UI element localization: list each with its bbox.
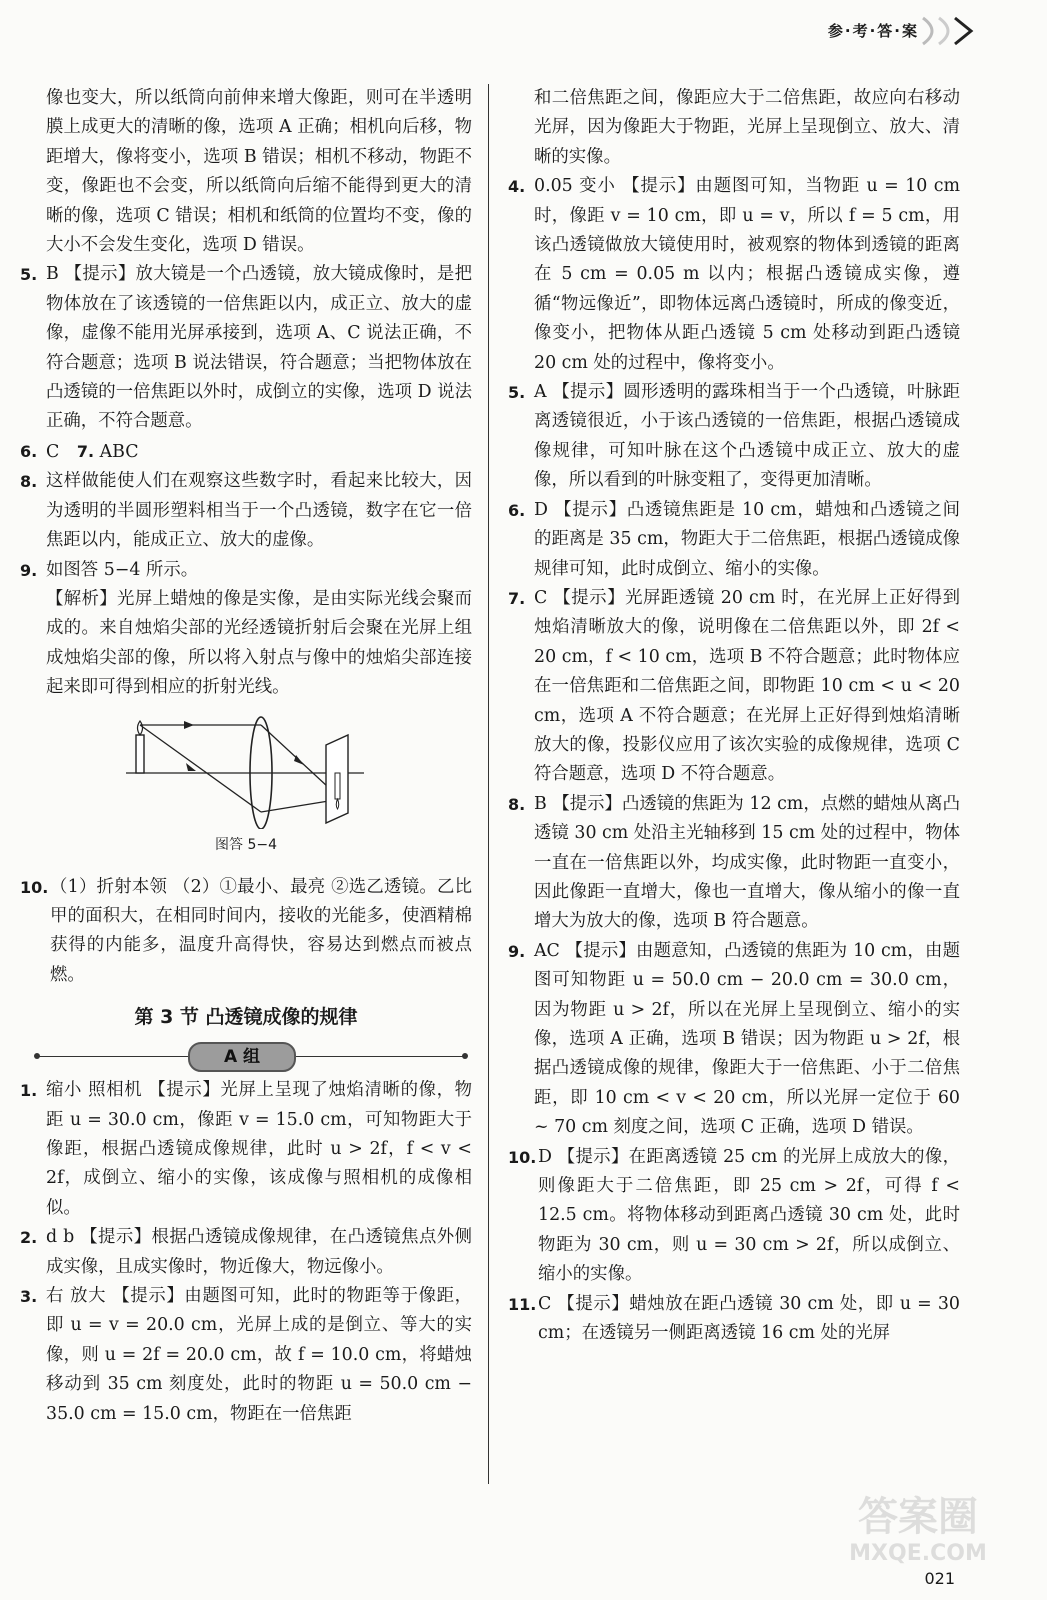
item-text: 0.05 变小 【提示】由题图可知，当物距 u = 10 cm 时，像距 v = 10 cm，即 u = v，所以 f = 5 cm，用该凸透镜做放大镜使用时，被观察的物体到透镜的距离在 5 cm = 0.05 m 以内；根据凸透镜成实像，遵循“物远像近”，即物体远离凸透镜时，所成的像变近，像变小，把物体从距凸透镜 5 cm 处移动到距凸透镜 20 cm 处的过程中，像将变小。	[534, 176, 960, 373]
item-number: 11.	[508, 1294, 537, 1314]
continued-text: 和二倍焦距之间，像距应大于二倍焦距，故应向右移动光屏，因为像距大于物距，光屏上呈现倒立、放大、清晰的实像。	[534, 88, 960, 167]
item-number: 10.	[508, 1147, 537, 1167]
item-text: （1）折射本领 （2）①最小、最亮 ②选乙透镜。乙比甲的面积大，在相同时间内，接收的光能多，使酒精棉获得的内能多，温度升高得快，容易达到燃点而被点燃。	[50, 876, 472, 985]
answer-item	[20, 467, 472, 555]
answer-item	[20, 437, 472, 467]
item-text: 这样做能使人们在观察这些数字时，看起来比较大，因为透明的半圆形塑料相当于一个凸透镜，数字在它一倍焦距以内，能成正立、放大的虚像。	[46, 471, 472, 551]
watermark-text: 答案圈	[858, 1494, 978, 1540]
item-text: 缩小 照相机 【提示】光屏上呈现了烛焰清晰的像，物距 u = 30.0 cm，像距 v = 15.0 cm，可知物距大于像距，根据凸透镜成像规律，此时 u > 2f，f < v < 2f，成倒立、缩小的实像，该成像与照相机的成像相似。	[46, 1080, 472, 1218]
item-text: C 【提示】蜡烛放在距凸透镜 30 cm 处，即 u = 30 cm；在透镜另一侧距离透镜 16 cm 处的光屏	[538, 1293, 960, 1344]
item-text: B 【提示】放大镜是一个凸透镜，放大镜成像时，是把物体放在了该透镜的一倍焦距以内，成正立、放大的虚像，虚像不能用光屏承接到，选项 A、C 说法正确，不符合题意；选项 B 说法错误，符合题意；当把物体放在凸透镜的一倍焦距以外时，成倒立的实像，选项 D 说法正确，不符合题意。	[46, 264, 472, 432]
answer-item	[508, 584, 960, 790]
item-text: d b 【提示】根据凸透镜成像规律，在凸透镜焦点外侧成实像，且成实像时，物近像大，物远像小。	[46, 1227, 472, 1277]
answer-item	[20, 260, 472, 436]
watermark-logo	[813, 1486, 1023, 1566]
page-number: 021	[924, 1569, 955, 1588]
item-text: C 【提示】光屏距透镜 20 cm 时，在光屏上正好得到烛焰清晰放大的像，说明像在二倍焦距以外，即 2f < 20 cm，f < 10 cm，选项 B 不符合题意；此时物体应在一倍焦距和二倍焦距之间，即物距 10 cm < u < 20 cm，选项 A 不符合题意；在光屏上正好得到烛焰清晰放大的像，投影仪应用了该次实验的成像规律，选项 C 符合题意，选项 D 不符合题意。	[534, 587, 960, 785]
chevron-right-icon	[919, 14, 977, 48]
item-number: 7.	[76, 441, 95, 461]
item-text: B 【提示】凸透镜的焦距为 12 cm，点燃的蜡烛从离凸透镜 30 cm 处沿主光轴移到 15 cm 处的过程中，物体一直在一倍焦距以外，均成实像，此时物距一直变小，因此像距一直增大，像也一直增大，像从缩小的像一直增大为放大的像，选项 B 符合题意。	[534, 793, 960, 932]
item-number: 3.	[20, 1287, 38, 1306]
answer-item	[508, 172, 960, 378]
item-text: A 【提示】圆形透明的露珠相当于一个凸透镜，叶脉距离透镜很近，小于该凸透镜的一倍焦距，根据凸透镜成像规律，可知叶脉在这个凸透镜中成正立、放大的虚像，所以看到的叶脉变粗了，变得更加清晰。	[534, 382, 960, 491]
item-number: 6.	[508, 500, 526, 520]
ray-diagram	[126, 713, 366, 829]
item-number: 5.	[20, 265, 38, 285]
analysis-text: 【解析】光屏上蜡烛的像是实像，是由实际光线会聚而成的。来自烛焰尖部的光经透镜折射后会聚在光屏上组成烛焰尖部的像，所以将入射点与像中的烛焰尖部连接起来即可得到相应的折射光线。	[46, 588, 472, 698]
answer-item	[508, 790, 960, 937]
item-text: AC 【提示】由题意知，凸透镜的焦距为 10 cm，由题图可知物距 u = 50.0 cm − 20.0 cm = 30.0 cm，因为物距 u > 2f，所以在光屏上呈现倒立、缩小的实像，选项 A 正确，选项 B 错误；因为物距 u > 2f，根据凸透镜成像的规律，像距大于一倍焦距、小于二倍焦距，即 10 cm < v < 20 cm，所以光屏一定位于 60 ~ 70 cm 刻度之间，选项 C 正确，选项 D 错误。	[534, 940, 960, 1138]
item-text: 如图答 5−4 所示。	[46, 559, 199, 580]
continued-text: 像也变大，所以纸筒向前伸来增大像距，则可在半透明膜上成更大的清晰的像，选项 A 正确；相机向后移，物距增大，像将变小，选项 B 错误；相机不移动，物距不变，像距也不会变，所以纸筒向后缩不能得到更大的清晰的像，选项 C 错误；相机和纸筒的位置均不变，像的大小不会发生变化，选项 D 错误。	[46, 88, 472, 256]
item-number: 2.	[20, 1228, 38, 1248]
item-number: 1.	[20, 1081, 38, 1101]
banner-dot	[462, 1053, 468, 1059]
answer-item	[508, 378, 960, 496]
item-number: 4.	[508, 177, 526, 197]
answer-item	[508, 937, 960, 1143]
item-text: D 【提示】凸透镜焦距是 10 cm，蜡烛和凸透镜之间的距离是 35 cm，物距大于二倍焦距，根据凸透镜成像规律可知，此时成倒立、缩小的实像。	[534, 499, 960, 579]
item-number: 10.	[20, 877, 49, 897]
answer-item	[20, 556, 472, 585]
item-number: 8.	[508, 794, 526, 814]
item-text: 右 放大 【提示】由题图可知，此时的物距等于像距，即 u = v = 20.0 cm，光屏上成的是倒立、等大的实像，则 u = 2f = 20.0 cm，故 f = 10.0 cm，将蜡烛移动到 35 cm 刻度处，此时的物距 u = 50.0 cm − 35.0 cm = 15.0 cm，物距在一倍焦距	[46, 1286, 472, 1424]
lens-ray-figure	[20, 707, 472, 873]
group-label: A 组	[188, 1042, 296, 1072]
header-label: 参·考·答·案	[827, 22, 919, 40]
item-number: 6.	[20, 441, 38, 461]
right-column	[508, 84, 960, 1348]
item-number: 7.	[508, 588, 526, 608]
figure-caption: 图答 5−4	[215, 836, 277, 853]
item-text: C	[46, 441, 60, 462]
answer-item	[508, 496, 960, 584]
item-number: 8.	[20, 472, 38, 492]
answer-item	[20, 1282, 472, 1429]
answer-item	[20, 1223, 472, 1282]
watermark-subtext: MXQE.COM	[849, 1541, 987, 1566]
answer-item	[508, 1143, 960, 1290]
answer-item	[20, 873, 472, 991]
group-banner	[20, 1036, 472, 1076]
left-column	[20, 84, 472, 1429]
item-number: 5.	[508, 383, 526, 403]
item-number: 9.	[508, 941, 526, 961]
answer-item	[20, 1076, 472, 1223]
column-divider	[488, 84, 489, 1484]
item-number: 9.	[20, 560, 38, 580]
item-text: ABC	[99, 441, 139, 462]
section-title: 第 3 节 凸透镜成像的规律	[134, 1006, 358, 1029]
item-text: D 【提示】在距离透镜 25 cm 的光屏上成放大的像，则像距大于二倍焦距，即 25 cm > 2f，可得 f < 12.5 cm。将物体移动到距离凸透镜 30 cm 处，此时物距为 30 cm，则 u = 30 cm > 2f，所以成倒立、缩小的实像。	[538, 1146, 960, 1285]
banner-dot	[34, 1053, 40, 1059]
answer-item	[508, 1290, 960, 1349]
